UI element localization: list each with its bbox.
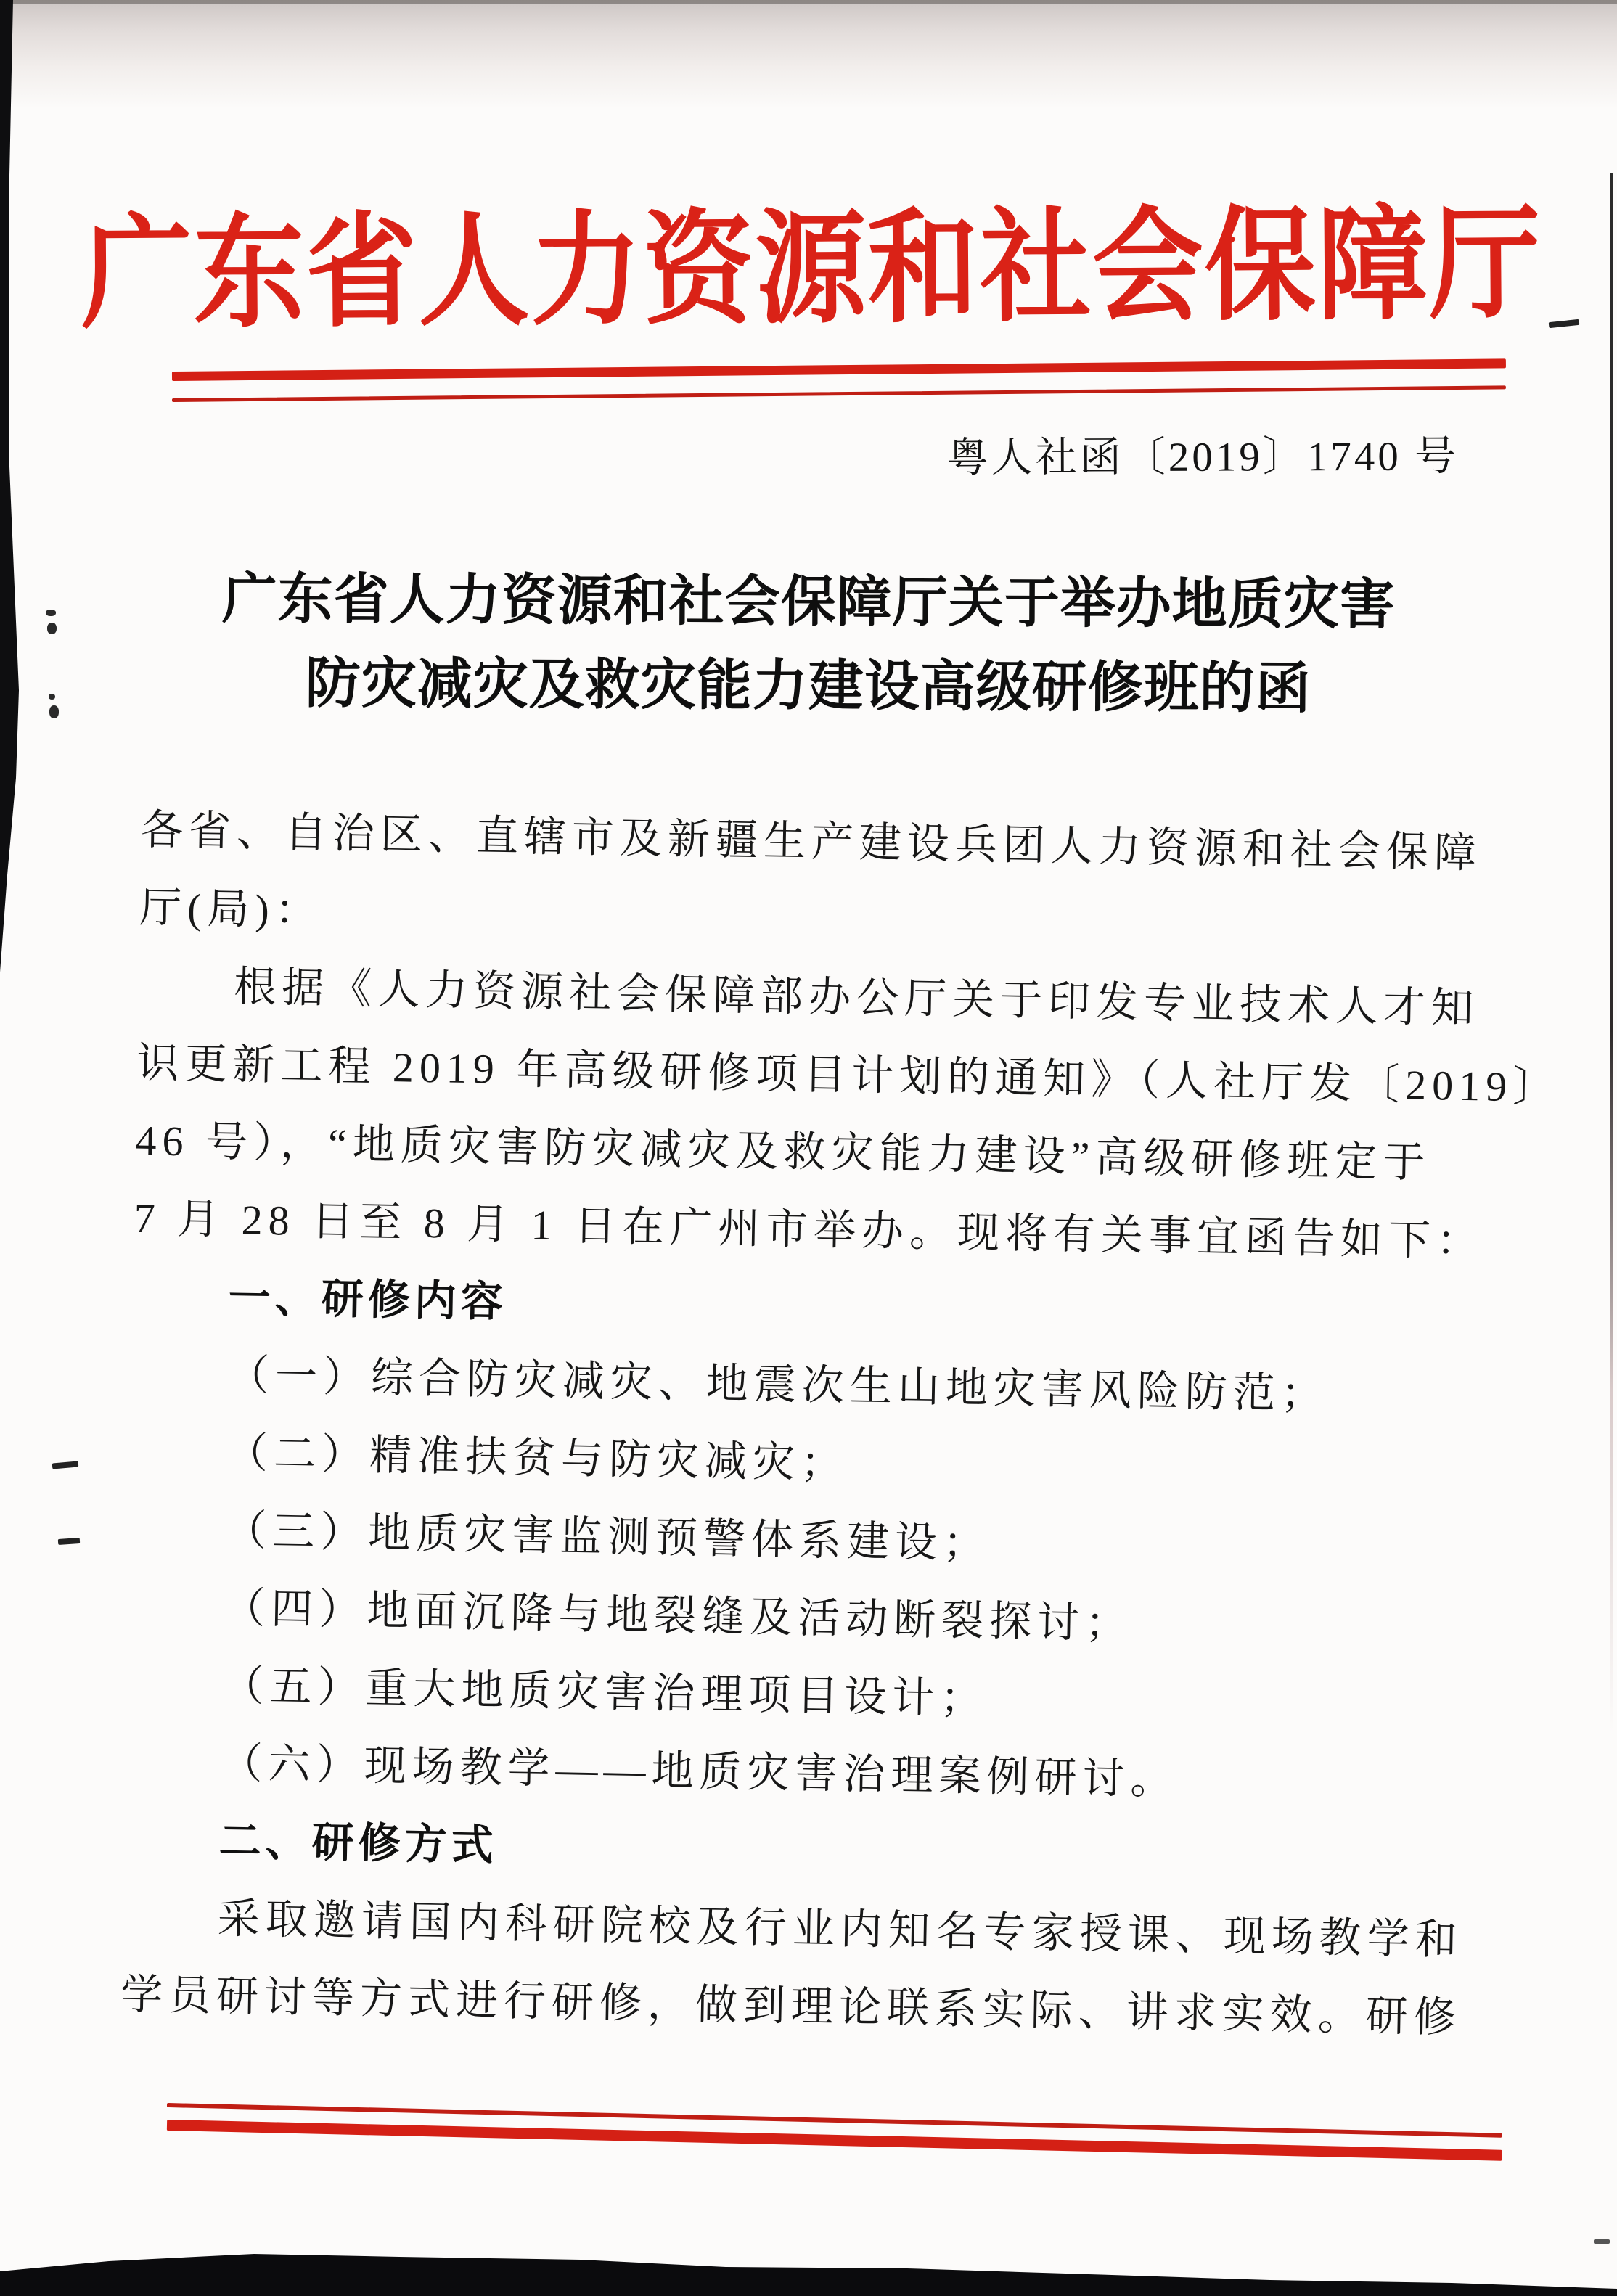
body-line: （六）现场教学——地质灾害治理案例研讨。 — [220, 1739, 1179, 1804]
letterhead-rule-thick — [172, 358, 1506, 381]
letter-title-line-1: 广东省人力资源和社会保障厅关于举办地质灾害 — [221, 568, 1396, 636]
section-heading: 二、研修方式 — [218, 1817, 499, 1869]
body-line: 采取邀请国内科研院校及行业内知名专家授课、现场教学和 — [217, 1895, 1464, 1964]
body-line: 学员研讨等方式进行研修，做到理论联系实际、讲求实效。研修 — [120, 1970, 1462, 2041]
body-line: （一）综合防灾减灾、地震次生山地灾害风险防范； — [226, 1351, 1330, 1418]
body-line: 各省、自治区、直辖市及新疆生产建设兵团人力资源和社会保障 — [140, 805, 1483, 877]
body-line: （四）地面沉降与地裂缝及活动断裂探讨； — [222, 1584, 1134, 1648]
body-line: 识更新工程 2019 年高级研修项目计划的通知》（人社厅发〔2019〕 — [136, 1038, 1561, 1112]
letterhead-rule-thin — [172, 385, 1506, 402]
body-line: （三）地质灾害监测预警体系建设； — [224, 1506, 991, 1567]
letterhead-title-text: 广东省人力资源和社会保障厅 — [81, 196, 1542, 343]
body-line: 厅(局)： — [139, 883, 324, 935]
letter-body — [120, 791, 1561, 2057]
body-line: （五）重大地质灾害治理项目设计； — [221, 1662, 988, 1723]
document-number: 粤人社函〔2019〕1740 号 — [946, 433, 1460, 481]
body-line: 7 月 28 日至 8 月 1 日在广州市举办。现将有关事宜函告如下： — [134, 1194, 1485, 1266]
body-line: （二）精准扶贫与防灾减灾； — [225, 1429, 849, 1488]
scan-artifact-dash — [52, 1461, 79, 1469]
body-line: 根据《人力资源社会保障部办公厅关于印发专业技术人才知 — [233, 963, 1480, 1033]
section-heading: 一、研修内容 — [228, 1274, 508, 1326]
scan-right-edge-line — [1610, 173, 1613, 1733]
body-line: 46 号），“地质灾害防灾减灾及救灾能力建设”高级研修班定于 — [135, 1116, 1431, 1187]
letterhead-title — [0, 192, 1617, 348]
scan-noise-band — [0, 0, 1617, 109]
scan-artifact-dash — [1594, 2239, 1610, 2244]
footer-rule-thick — [167, 2120, 1502, 2161]
scan-artifact-dash — [58, 1538, 80, 1545]
scan-bottom-band — [0, 2245, 1617, 2296]
letter-title — [0, 556, 1617, 733]
scan-top-edge — [0, 0, 1617, 4]
letter-title-line-2: 防灾减灾及救灾能力建设高级研修班的函 — [305, 653, 1311, 720]
